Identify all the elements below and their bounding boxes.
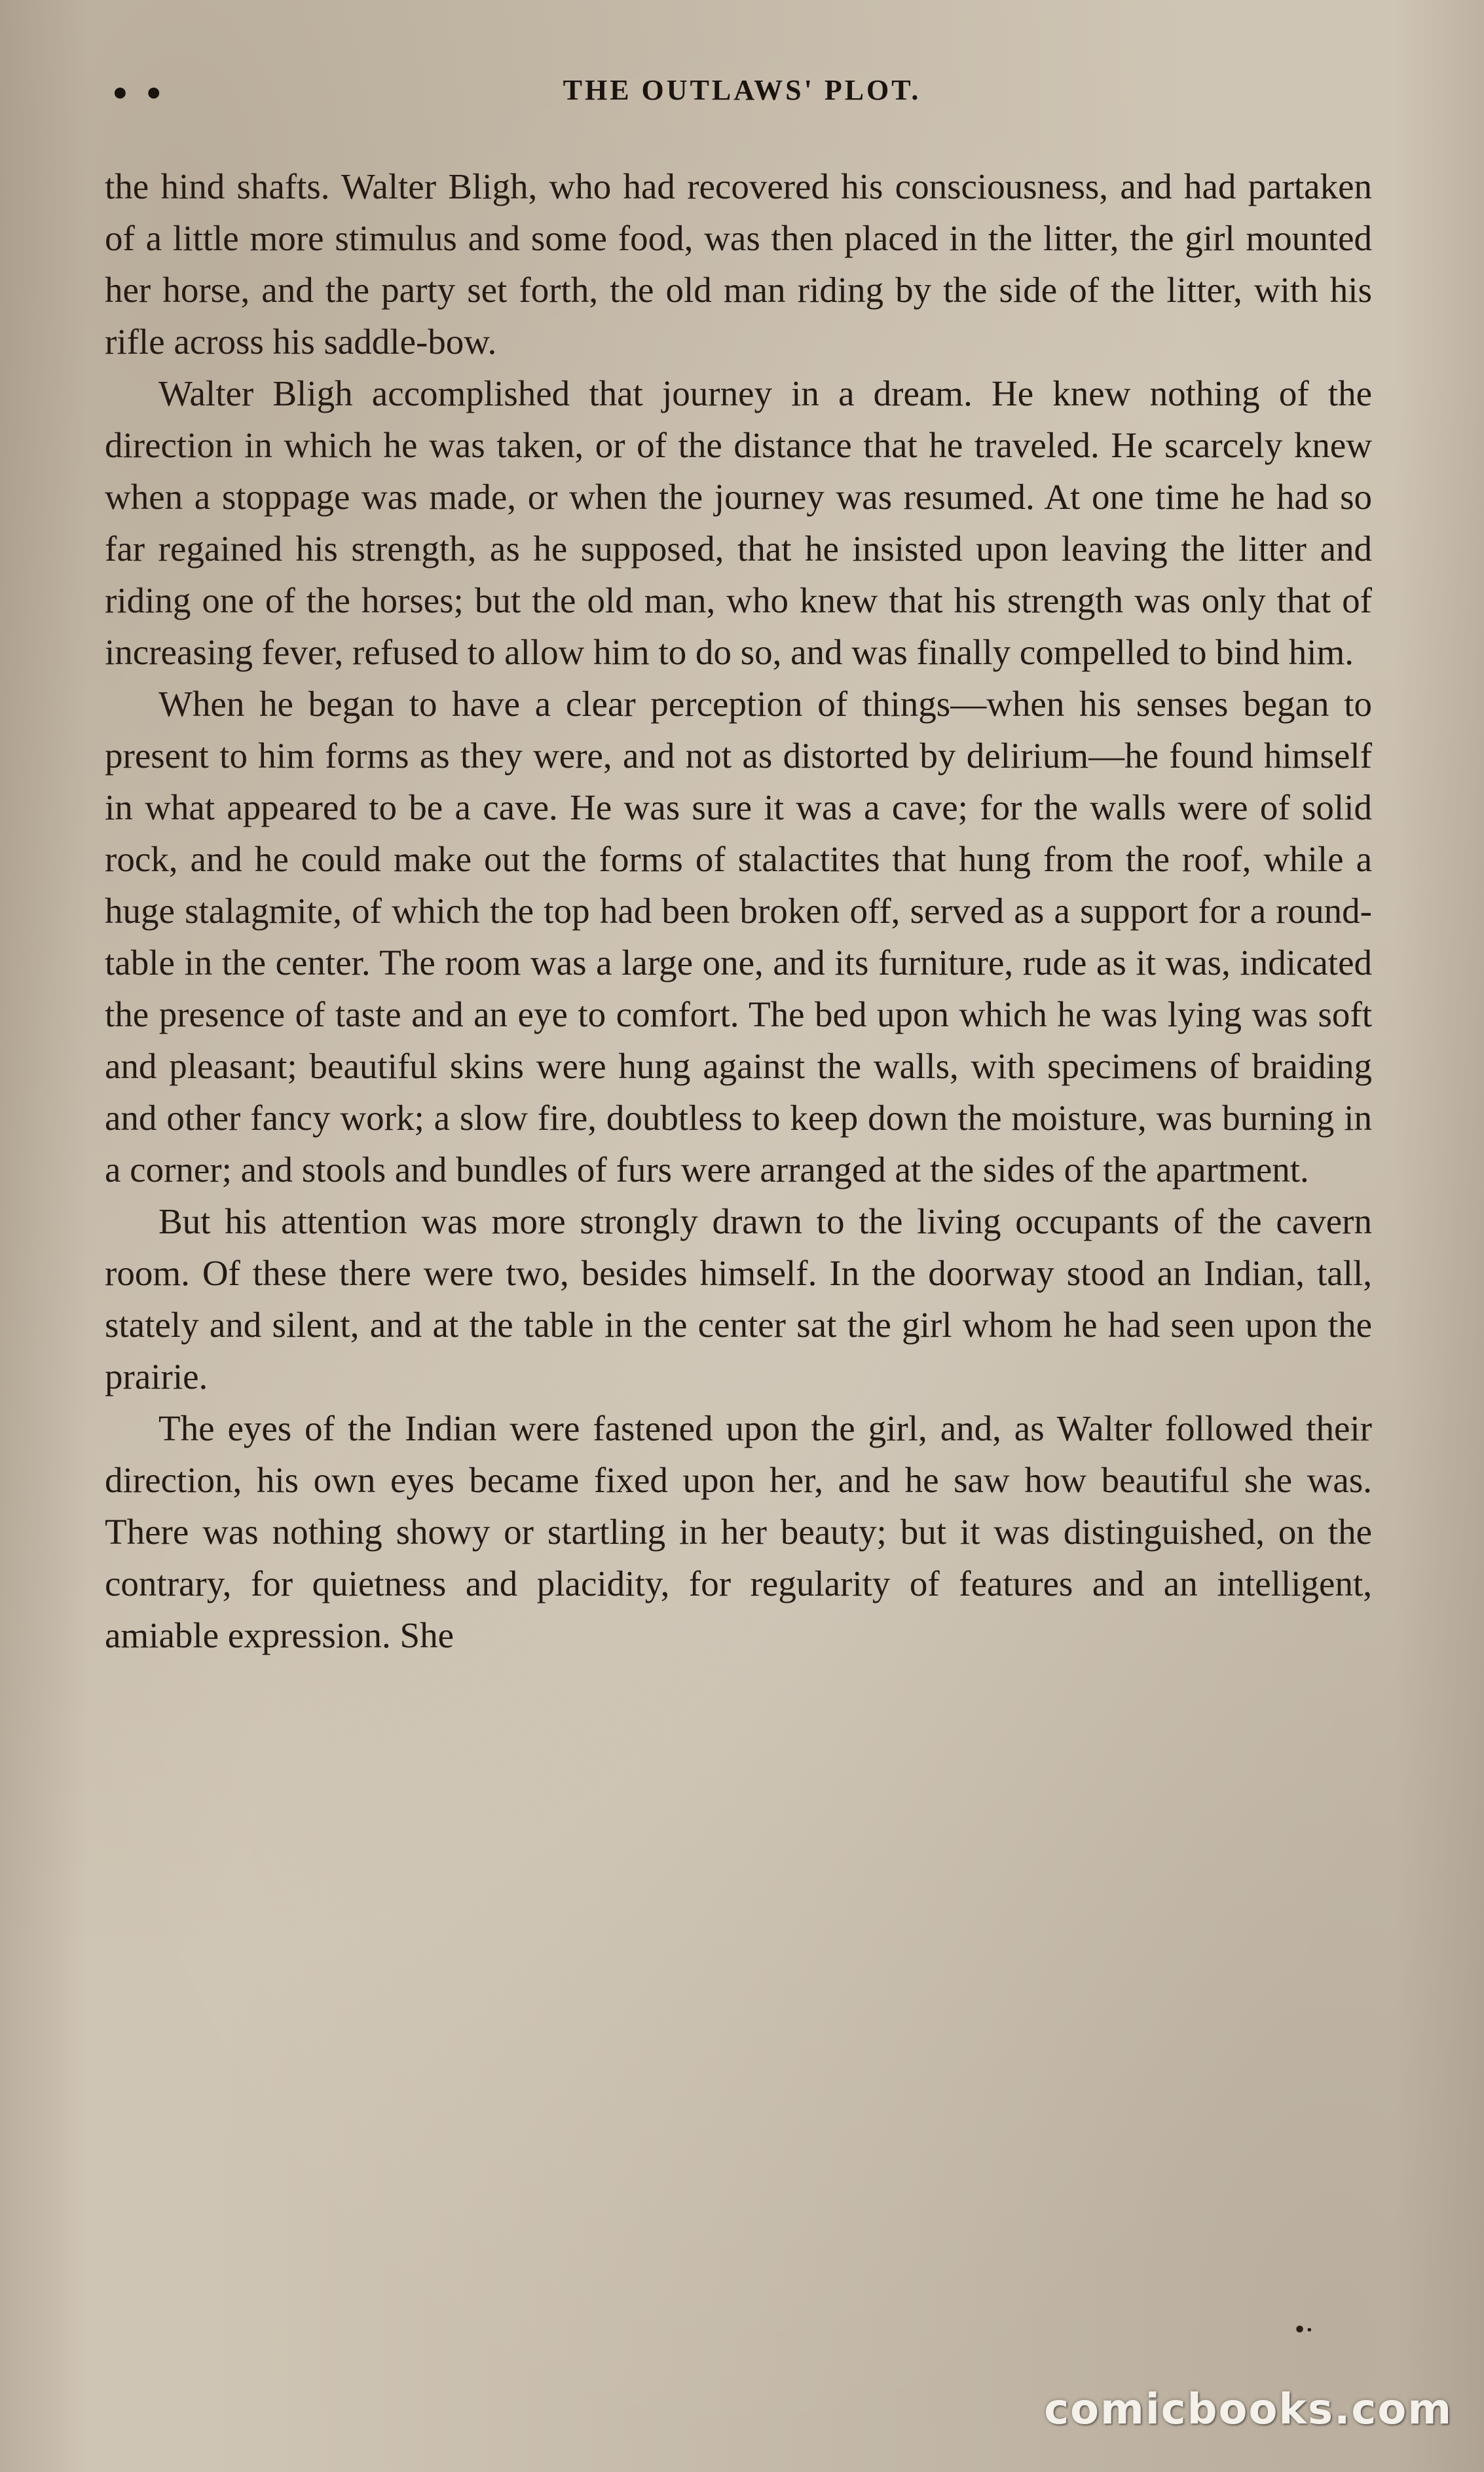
body-text (105, 160, 1372, 1661)
running-head-title: THE OUTLAWS' PLOT. (563, 74, 921, 106)
paragraph-4: But his attention was more strongly drawn to the living occupants of the cavern room. Of these there were two, besides himself. In the doorway stood an Indian, tall, stately and silent, and at the table in the center sat the girl whom he had seen upon the prairie. (105, 1201, 1372, 1396)
watermark-logo: comicbooks.com (1044, 2386, 1453, 2434)
footer-mark: •· (1293, 2319, 1313, 2342)
paragraph-3: When he began to have a clear perception of things—when his senses began to present to him forms as they were, and not as distorted by delirium—he found himself in what appeared to be a cave. He was sure it was a cave; for the walls were of solid rock, and he could make out the forms of stalactites that hung from the roof, while a huge stalagmite, of which the top had been broken off, served as a support for a round-table in the center. The room was a large one, and its furniture, rude as it was, indicated the presence of taste and an eye to comfort. The bed upon which he was lying was soft and pleasant; beautiful skins were hung against the walls, with specimens of braiding and other fancy work; a slow fire, doubtless to keep down the moisture, was burning in a corner; and stools and bundles of furs were arranged at the sides of the apartment. (105, 684, 1372, 1189)
page-number-marker: • • (110, 76, 166, 113)
paragraph-1: the hind shafts. Walter Bligh, who had recovered his consciousness, and had partaken of a little more stimulus and some food, was then placed in the litter, the girl mounted her horse, and the party set forth, the old man riding by the side of the litter, with his rifle across his saddle-bow. (105, 166, 1372, 362)
paragraph-2: Walter Bligh accomplished that journey in a dream. He knew nothing of the direction in which he was taken, or of the distance that he traveled. He scarcely knew when a stoppage was made, or when the journey was resumed. At one time he had so far regained his strength, as he supposed, that he insisted upon leaving the litter and riding one of the horses; but the old man, who knew that his strength was only that of increasing fever, refused to allow him to do so, and was finally compelled to bind him. (105, 373, 1372, 672)
paragraph-5: The eyes of the Indian were fastened upon the girl, and, as Walter followed their direction, his own eyes became fixed upon her, and he saw how beautiful she was. There was nothing showy or startling in her beauty; but it was distinguished, on the contrary, for quietness and placidity, for regularity of features and an intelligent, amiable expression. She (105, 1408, 1372, 1655)
